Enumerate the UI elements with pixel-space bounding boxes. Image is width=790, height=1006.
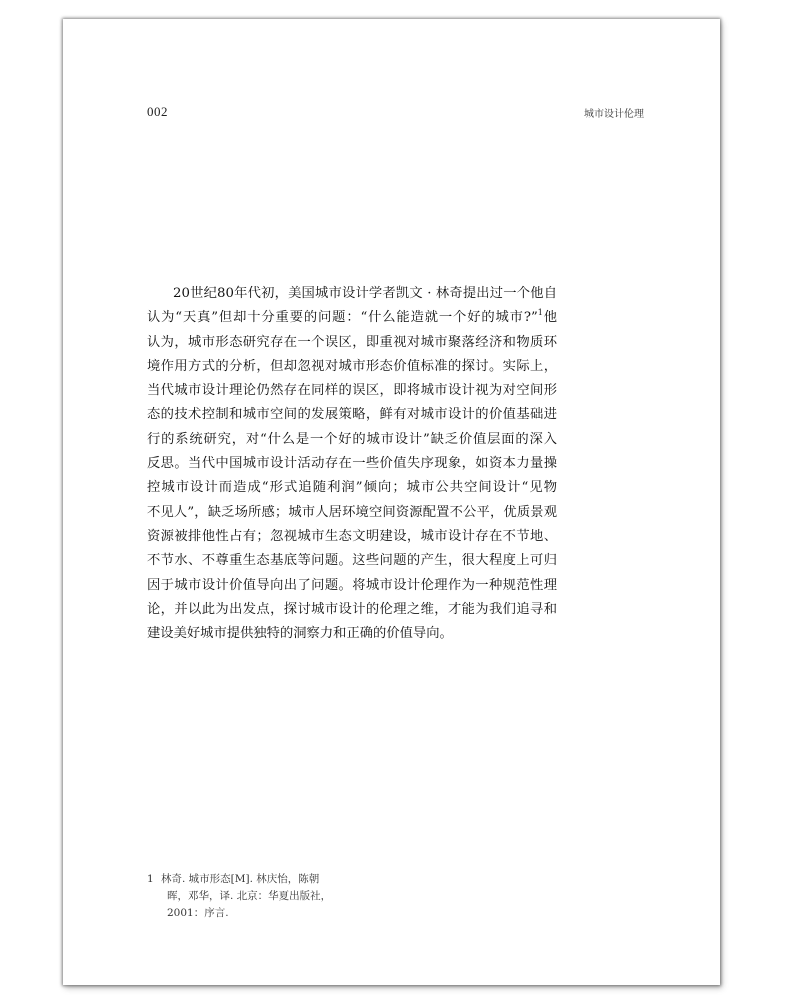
body-line-tail: 他 <box>542 310 557 326</box>
body-line: 态的技术控制和城市空间的发展策略，鲜有对城市设计的价值基础进 <box>147 407 557 423</box>
page-number: 002 <box>147 104 168 119</box>
body-line: 认为，城市形态研究存在一个误区，即重视对城市聚落经济和物质环 <box>147 334 557 350</box>
footnote-line: 林奇. 城市形态[M]. 林庆怡，陈朝 <box>161 873 320 885</box>
document-page <box>63 19 720 985</box>
body-line <box>147 306 557 330</box>
body-line: 反思。当代中国城市设计活动存在一些价值失序现象，如资本力量操 <box>147 456 557 472</box>
footnote-line: 2001：序言. <box>167 907 229 919</box>
body-line: 境作用方式的分析，但却忽视对城市形态价值标准的探讨。实际上， <box>147 358 557 374</box>
footnote-reference[interactable]: 1 <box>537 308 543 318</box>
body-line: 不节水、不尊重生态基底等问题。这些问题的产生，很大程度上可归 <box>147 553 557 569</box>
body-line: 因于城市设计价值导向出了问题。将城市设计伦理作为一种规范性理 <box>147 577 557 593</box>
footnote-number: 1 <box>147 873 154 885</box>
footnote-line: 晖，邓华，译. 北京：华夏出版社， <box>167 890 332 902</box>
running-head: 城市设计伦理 <box>584 109 644 120</box>
body-line: 行的系统研究，对“什么是一个好的城市设计”缺乏价值层面的深入 <box>147 431 557 447</box>
body-line: 当代城市设计理论仍然存在同样的误区，即将城市设计视为对空间形 <box>147 383 557 399</box>
body-line: 20世纪80年代初，美国城市设计学者凯文 · 林奇提出过一个他自 <box>173 286 557 301</box>
body-paragraph <box>147 282 557 646</box>
body-line: 论，并以此为出发点，探讨城市设计的伦理之维，才能为我们追寻和 <box>147 601 557 617</box>
body-line: 资源被排他性占有；忽视城市生态文明建设，城市设计存在不节地、 <box>147 528 557 544</box>
body-line: 不见人”，缺乏场所感；城市人居环境空间资源配置不公平，优质景观 <box>147 504 557 520</box>
body-line: 控城市设计而造成“形式追随利润”倾向；城市公共空间设计“见物 <box>147 480 557 496</box>
body-line-text: 认为“天真”但却十分重要的问题：“什么能造就一个好的城市?” <box>147 310 538 326</box>
body-line: 建设美好城市提供独特的洞察力和正确的价值导向。 <box>147 626 453 642</box>
footnote <box>147 871 357 922</box>
